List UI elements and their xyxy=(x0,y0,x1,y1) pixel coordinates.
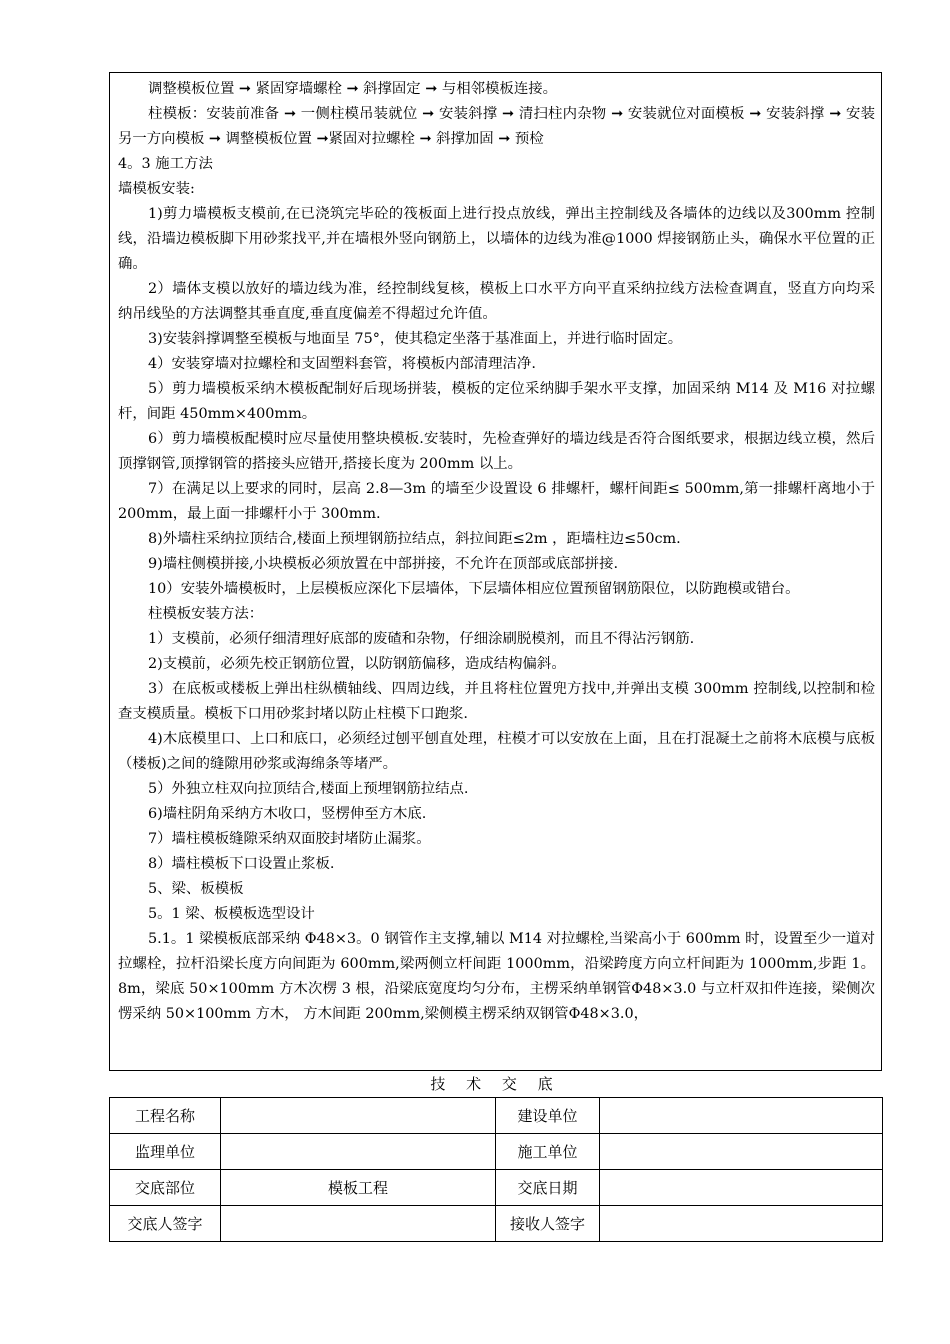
discloser-signature-value xyxy=(221,1206,496,1242)
paragraph: 8）墙柱模板下口设置止浆板. xyxy=(148,856,335,872)
disclosure-part-label: 交底部位 xyxy=(110,1170,221,1206)
paragraph: 2)支模前，必须先校正钢筋位置，以防钢筋偏移，造成结构偏斜。 xyxy=(148,656,566,672)
construction-unit-label: 建设单位 xyxy=(496,1098,600,1134)
paragraph: 1）支模前，必须仔细清理好底部的废碴和杂物，仔细涂刷脱模剂，而且不得沾污钢筋. xyxy=(148,631,695,647)
paragraph: 调整模板位置 ➞ 紧固穿墙螺栓 ➞ 斜撑固定 ➞ 与相邻模板连接。 xyxy=(148,81,557,97)
signature-table xyxy=(109,1097,883,1242)
paragraph: 10）安装外墙模板时，上层模板应深化下层墙体，下层墙体相应位置预留钢筋限位，以防跑模或错台。 xyxy=(148,581,800,597)
supervision-unit-value xyxy=(221,1134,496,1170)
receiver-signature-label: 接收人签字 xyxy=(496,1206,600,1242)
construction-unit-value xyxy=(600,1098,883,1134)
paragraph: 4)木底模里口、上口和底口，必须经过刨平刨直处理，柱模才可以安放在上面，且在打混凝土之前将木底模与底板（楼板)之间的缝隙用砂浆或海绵条等堵严。 xyxy=(118,731,875,772)
table-row xyxy=(110,1170,883,1206)
technical-content-box xyxy=(109,72,882,1071)
disclosure-date-label: 交底日期 xyxy=(496,1170,600,1206)
project-name-label: 工程名称 xyxy=(110,1098,221,1134)
paragraph: 4。3 施工方法 xyxy=(118,156,213,172)
paragraph: 5、梁、板模板 xyxy=(148,881,244,897)
paragraph: 6)墙柱阴角采纳方木收口，竖楞伸至方木底. xyxy=(148,806,427,822)
receiver-signature-value xyxy=(600,1206,883,1242)
paragraph: 6）剪力墙模板配模时应尽量使用整块模板.安装时，先检查弹好的墙边线是否符合图纸要求，根据边线立模，然后顶撑钢管,顶撑钢管的搭接头应错开,搭接长度为 200mm 以上。 xyxy=(118,431,875,472)
form-title: 技 术 交 底 xyxy=(430,1075,561,1093)
paragraph: 1)剪力墙模板支模前,在已浇筑完毕砼的筏板面上进行投点放线，弹出主控制线及各墙体的边线以及300mm 控制线，沿墙边模板脚下用砂浆找平,并在墙根外竖向钢筋上，以墙体的边线为准@1000 焊接钢筋止头，确保水平位置的正确。 xyxy=(118,206,875,272)
paragraph: 3)安装斜撑调整至模板与地面呈 75°，使其稳定坐落于基准面上，并进行临时固定。 xyxy=(148,331,683,347)
paragraph: 2）墙体支模以放好的墙边线为准，经控制线复核，模板上口水平方向平直采纳拉线方法检查调直，竖直方向均采纳吊线坠的方法调整其垂直度,垂直度偏差不得超过允许值。 xyxy=(118,281,875,322)
paragraph: 5。1 梁、板模板选型设计 xyxy=(148,906,315,922)
paragraph: 9)墙柱侧模拼接,小块模板必须放置在中部拼接，不允许在顶部或底部拼接. xyxy=(148,556,619,572)
disclosure-date-value xyxy=(600,1170,883,1206)
paragraph: 5）剪力墙模板采纳木模板配制好后现场拼装，模板的定位采纳脚手架水平支撑，加固采纳 M14 及 M16 对拉螺杆，间距 450mm×400mm。 xyxy=(118,381,875,422)
discloser-signature-label: 交底人签字 xyxy=(110,1206,221,1242)
paragraph: 墙模板安装: xyxy=(118,181,195,197)
paragraph: 5）外独立柱双向拉顶结合,楼面上预埋钢筋拉结点. xyxy=(148,781,469,797)
project-name-value xyxy=(221,1098,496,1134)
disclosure-part-value: 模板工程 xyxy=(221,1170,496,1206)
paragraph: 柱模板安装方法： xyxy=(148,606,264,622)
paragraph: 7）在满足以上要求的同时，层高 2.8—3m 的墙至少设置设 6 排螺杆，螺杆间距≤ 500mm,第一排螺杆离地小于 200mm，最上面一排螺杆小于 300mm. xyxy=(118,481,875,522)
paragraph: 柱模板：安装前准备 ➞ 一侧柱模吊装就位 ➞ 安装斜撑 ➞ 清扫柱内杂物 ➞ 安装就位对面模板 ➞ 安装斜撑 ➞ 安装另一方向模板 ➞ 调整模板位置 ➞紧固对拉螺栓 ➞ 斜撑加固 ➞ 预检 xyxy=(118,106,875,147)
table-row xyxy=(110,1134,883,1170)
paragraph: 3）在底板或楼板上弹出柱纵横轴线、四周边线，并且将柱位置兜方找中,并弹出支模 300mm 控制线,以控制和检查支模质量。模板下口用砂浆封堵以防止柱模下口跑浆. xyxy=(118,681,875,722)
contractor-unit-label: 施工单位 xyxy=(496,1134,600,1170)
paragraph: 7）墙柱模板缝隙采纳双面胶封堵防止漏浆。 xyxy=(148,831,431,847)
contractor-unit-value xyxy=(600,1134,883,1170)
table-row xyxy=(110,1206,883,1242)
paragraph: 5.1。1 梁模板底部采纳 Φ48×3。0 钢管作主支撑,辅以 M14 对拉螺栓,当梁高小于 600mm 时，设置至少一道对拉螺栓，拉杆沿梁长度方向间距为 600mm,梁两侧立杆间距 1000mm，沿梁跨度方向立杆间距为 1000mm,步距 1。8m，梁底 50×100mm 方木次楞 3 根，沿梁底宽度均匀分布，主楞采纳单钢管Φ48×3.0 与立杆双扣件连接，梁侧次愣采纳 50×100mm 方木， 方木间距 200mm,梁侧模主楞采纳双钢管Φ48×3.0， xyxy=(118,931,875,1022)
table-row xyxy=(110,1098,883,1134)
paragraph: 4）安装穿墙对拉螺栓和支固塑料套管，将模板内部清理洁净. xyxy=(148,356,536,372)
supervision-unit-label: 监理单位 xyxy=(110,1134,221,1170)
paragraph: 8)外墙柱采纳拉顶结合,楼面上预埋钢筋拉结点，斜拉间距≤2m ，距墙柱边≤50cm. xyxy=(148,531,681,547)
